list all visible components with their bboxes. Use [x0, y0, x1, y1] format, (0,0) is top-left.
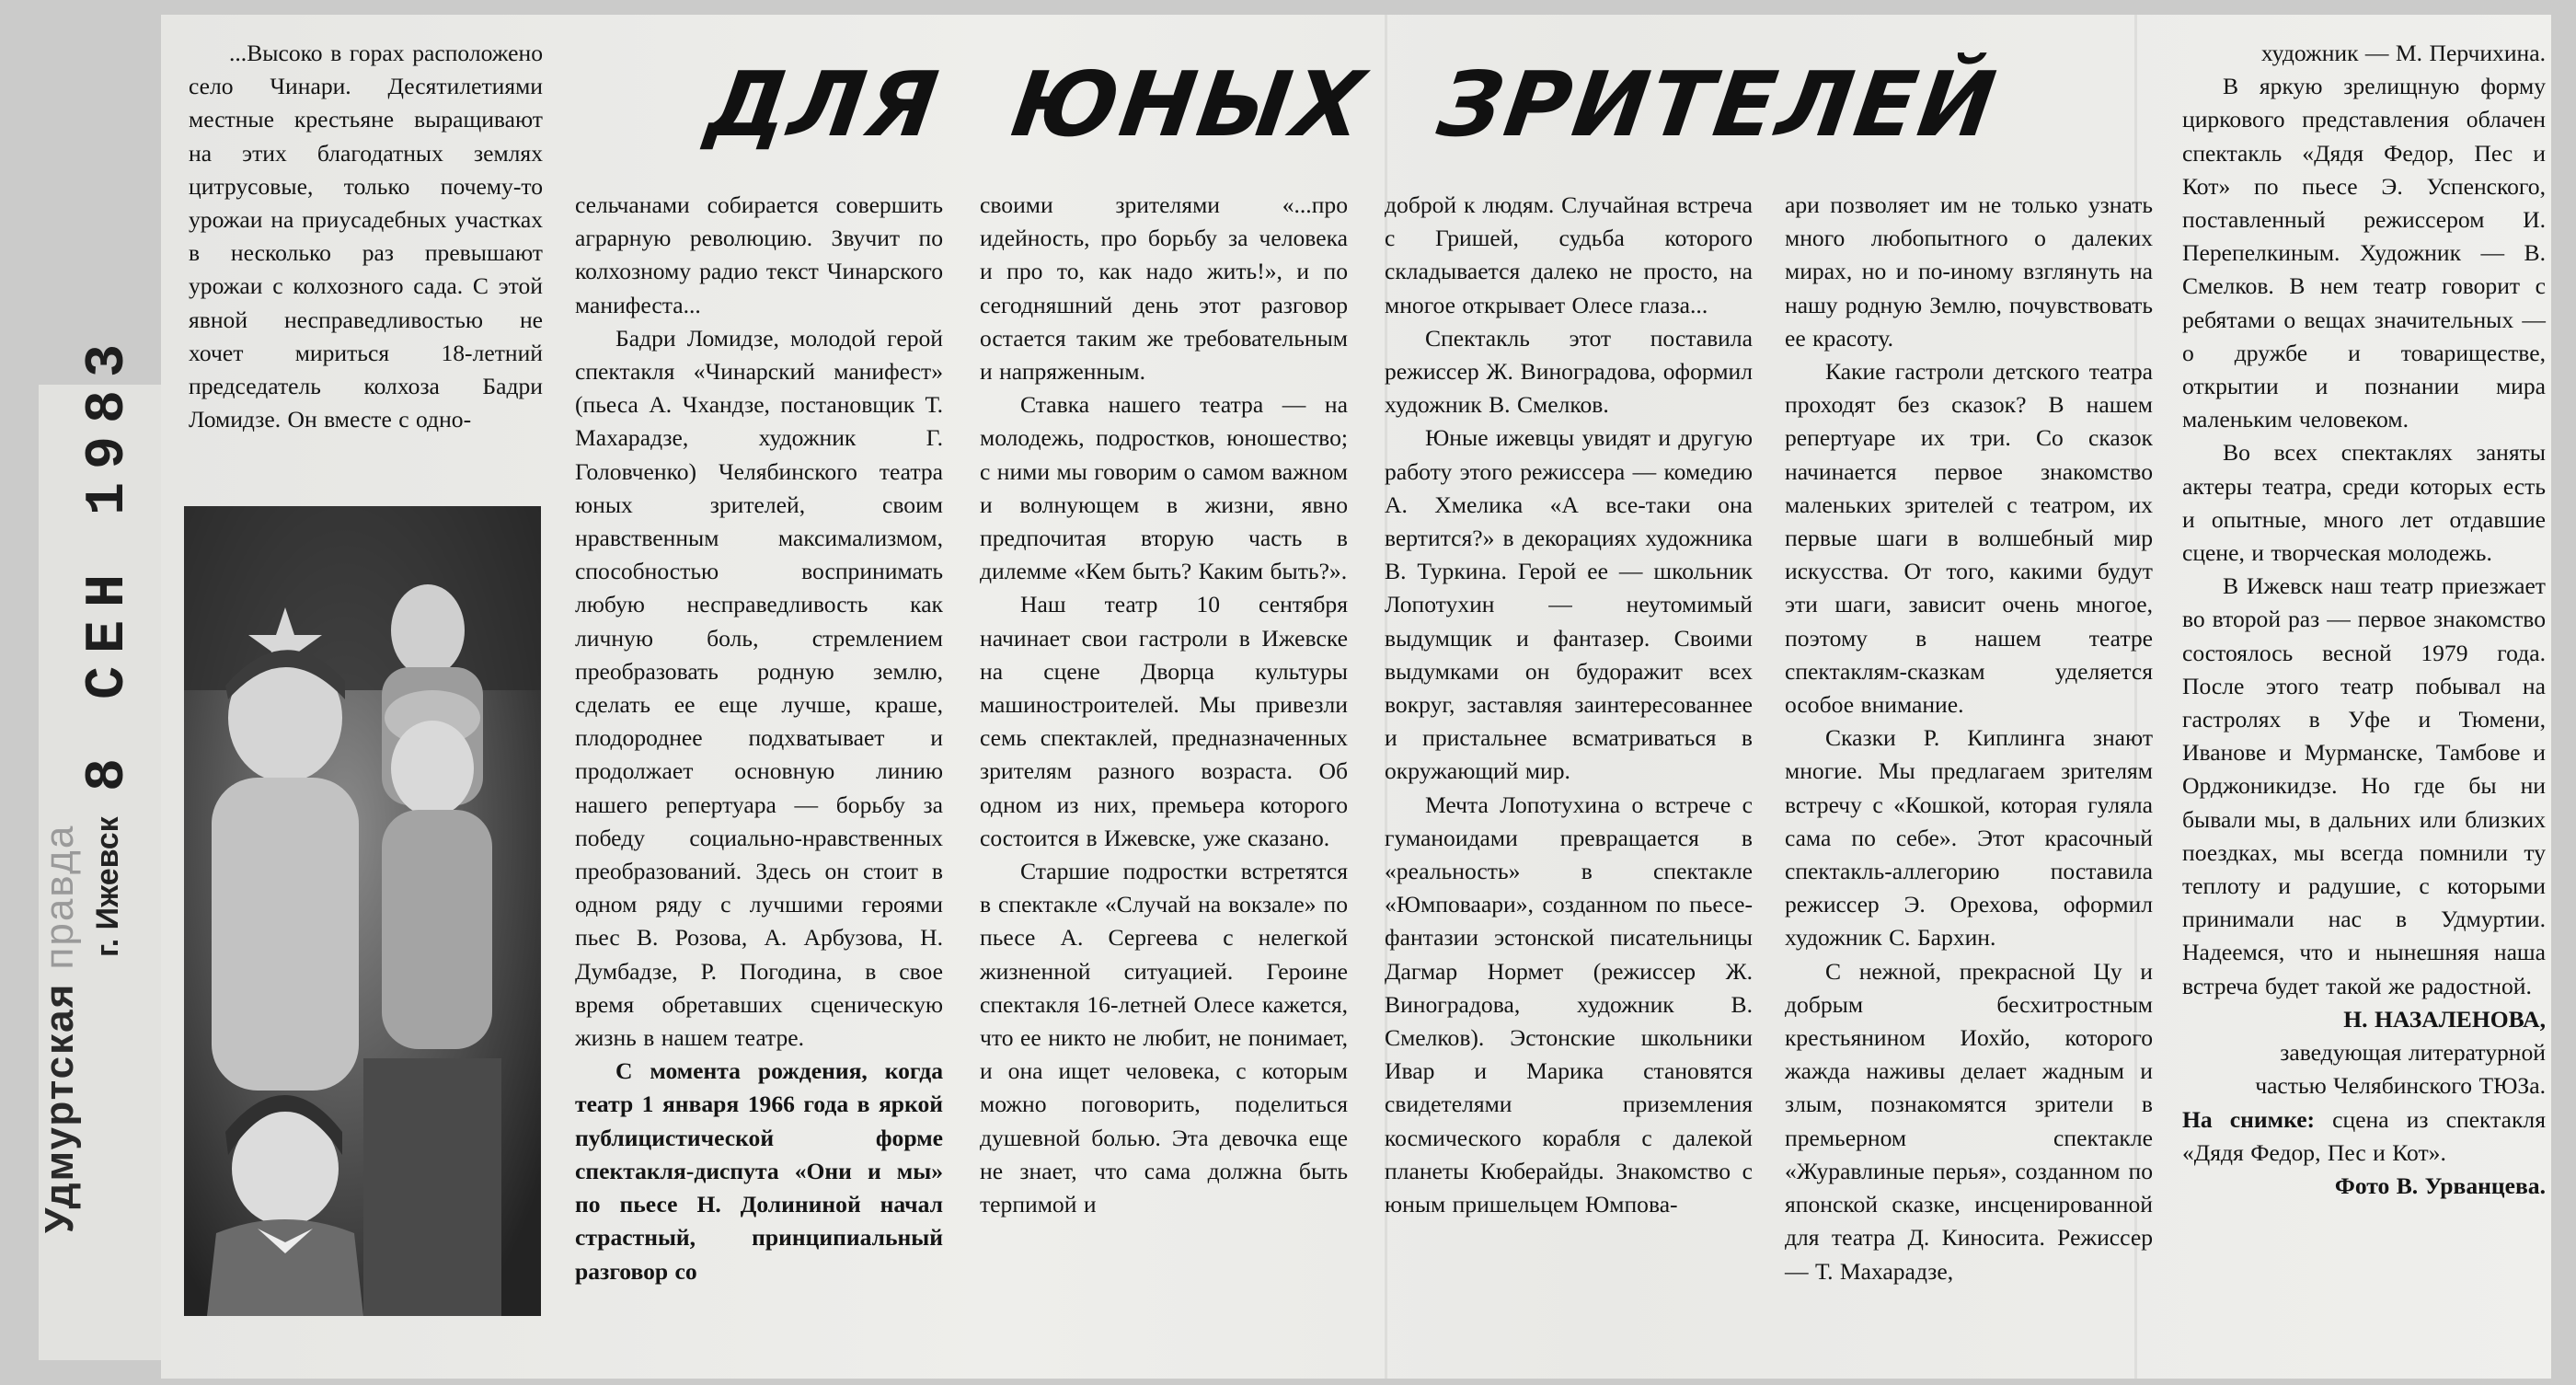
paragraph: своими зрителями «...про идейность, про борьбу за человека и про то, как надо жить!», и по сегодняшний день этот разговор остается таким же требовательным и напряженным. [980, 191, 1348, 386]
stamp-date: 8 СЕН 1983 [77, 330, 140, 791]
stamp-city: г. Ижевск [90, 816, 125, 957]
article-column-5 [1785, 189, 2153, 1288]
author-name: Н. НАЗАЛЕНОВА, [2343, 1005, 2546, 1033]
caption-lead: На снимке: [2182, 1105, 2316, 1133]
paragraph: В Ижевск наш театр приезжает во второй раз — первое знакомство состоялось весной 1979 года. После этого театр побывал на гастролях в Уфе и Тюмени, Иванове и Мурманске, Тамбове и Орджоникидзе. Но где бы ни бывали мы, в дальних или близких поездках, мы всегда помнили ту теплоту и радушие, с которыми принимали нас в Удмуртии. Надеемся, что и нынешняя наша встреча будет такой же радостной. [2182, 572, 2546, 999]
paragraph: доброй к людям. Случайная встреча с Гришей, судьба которого складывается далеко не просто, на многое открывает Олесе глаза... [1385, 191, 1753, 318]
article-column-6 [2182, 37, 2546, 1203]
article-column-2 [575, 189, 943, 1288]
paragraph: С момента рождения, когда театр 1 января 1966 года в яркой публицистической форме спектакля-диспута «Они и мы» по пьесе Н. Долининой начал страстный, принципиальный разговор со [575, 1057, 943, 1285]
paragraph: Старшие подростки встретятся в спектакле «Случай на вокзале» по пьесе А. Сергеева с нелегкой жизненной ситуацией. Героине спектакля 16-летней Олесе кажется, что ее никто не любит, не понимает, и она ищет человека, с которым можно поговорить, поделиться душевной болью. Эта девочка еще не знает, что сама должна быть терпимой и [980, 858, 1348, 1218]
stamp-newspaper-name [37, 825, 83, 1233]
photo-credit: Фото В. Урванцева. [2334, 1171, 2546, 1199]
paragraph: Сказки Р. Киплинга знают многие. Мы предлагаем зрителям встречу с «Кошкой, которая гуляла сама по себе». Этот красочный спектакль-аллегорию поставила режиссер Э. Орехова, оформил художник С. Бархин. [1785, 724, 2153, 952]
paragraph: ...Высоко в горах расположено село Чинари. Десятилетиями местные крестьяне выращивают на этих благодатных землях цитрусовые, только почему-то урожаи на приусадебных участках в несколько раз превышают урожаи с колхозного сада. С этой явной несправедливостью не хочет мириться 18-летний председатель колхоза Бадри Ломидзе. Он вместе с одно- [189, 40, 543, 433]
paragraph: Мечта Лопотухина о встрече с гуманоидами превращается в «реальность» в спектакле «Юмповаари», созданном по пьесе-фантазии эстонской писательницы Дагмар Нормет (режиссер Ж. Виноградова, художник В. Смелков). Эстонские школьники Ивар и Марика становятся свидетелями приземления космического корабля с далекой планеты Кюберайды. Знакомство с юным пришельцем Юмпова- [1385, 791, 1753, 1218]
paragraph: В яркую зрелищную форму циркового представления облачен спектакль «Дядя Федор, Пес и Кот» по пьесе Э. Успенского, поставленный режиссером И. Перепелкиным. Художник — В. Смелков. В нем театр говорит с ребятами о вещах значительных — о дружбе и товариществе, открытии и познании мира маленьким человеком. [2182, 73, 2546, 433]
paragraph: Какие гастроли детского театра проходят без сказок? В нашем репертуаре их три. Со сказок начинается первое знакомство маленьких зрителей с театром, их первые шаги в волшебный мир искусства. От того, какими будут эти шаги, зависит очень многое, поэтому в нашем театре спектаклям-сказкам уделяется особое внимание. [1785, 358, 2153, 719]
paragraph: Наш театр 10 сентября начинает свои гастроли в Ижевске на сцене Дворца культуры машиностроителей. Мы привезли семь спектаклей, предназначенных зрителям разного возраста. Об одном из них, премьера которого состоится в Ижевске, уже сказано. [980, 591, 1348, 851]
stamp-newspaper-title: Удмуртская [37, 982, 82, 1233]
article-column-3 [980, 189, 1348, 1221]
newspaper-stamp [37, 313, 175, 1233]
scene-photo [184, 506, 541, 1316]
paragraph: ари позволяет им не только узнать много любопытного о далеких мирах, но и по-иному взглянуть на нашу родную Землю, почувствовать ее красоту. [1785, 191, 2153, 352]
photo-caption [2182, 1103, 2546, 1170]
paragraph: сельчанами собирается совершить аграрную революцию. Звучит по колхозному радио текст Чинарского манифеста... [575, 191, 943, 318]
paragraph: Юные ижевцы увидят и другую работу этого режиссера — комедию А. Хмелика «А все-таки она вертится?» в декорациях художника В. Туркина. Герой ее — школьник Лопотухин — неутомимый выдумщик и фантазер. Своими выдумками он будоражит всех вокруг, заставляя заинтересованнее и пристальнее всматриваться в окружающий мир. [1385, 424, 1753, 785]
paragraph: Во всех спектаклях заняты актеры театра, среди которых есть и опытные, много лет отдавшие сцене, и творческая молодежь. [2182, 439, 2546, 567]
author-position: заведующая литературной частью Челябинского ТЮЗа. [2255, 1039, 2546, 1100]
theatre-scene-photo [184, 506, 541, 1316]
article-column-1 [189, 37, 543, 436]
caption-text: сцена из спектакля «Дядя Федор, Пес и Кот». [2182, 1105, 2546, 1166]
paragraph: художник — М. Перчихина. [2260, 40, 2546, 66]
paragraph: Бадри Ломидзе, молодой герой спектакля «Чинарский манифест» (пьеса А. Чхандзе, постановщик Т. Махарадзе, художник Г. Головченко) Челябинского театра юных зрителей, своим нравственным максимализмом, способностью воспринимать любую несправедливость как личную боль, стремлением преобразовать родную землю, сделать ее еще лучше, краше, плодороднее подхватывает и продолжает основную линию нашего репертуара — борьбу за победу социально-нравственных преобразований. Здесь он стоит в одном ряду с лучшими героями пьес В. Розова, А. Арбузова, Н. Думбадзе, Р. Погодина, в свое время обретавших сценическую жизнь в нашем театре. [575, 324, 943, 1052]
article-headline: ДЛЯ ЮНЫХ ЗРИТЕЛЕЙ [701, 52, 2005, 156]
article-column-4 [1385, 189, 1753, 1221]
stamp-newspaper-title-faded: правда [37, 824, 82, 970]
paragraph: Ставка нашего театра — на молодежь, подростков, юношество; с ними мы говорим о самом важном и волнующем в жизни, явно предпочитая вторую часть в дилемме «Кем быть? Каким быть?». [980, 391, 1349, 585]
paragraph: Спектакль этот поставила режиссер Ж. Виноградова, оформил художник В. Смелков. [1385, 324, 1753, 419]
paragraph: С нежной, прекрасной Цу и добрым бесхитростным крестьянином Иохйо, которого жажда наживы делает жадным и злым, познакомятся зрители в премьерном спектакле «Журавлиные перья», созданном по японской сказке, инсценированной для театра Д. Киносита. Режиссер — Т. Махарадзе, [1785, 957, 2153, 1285]
